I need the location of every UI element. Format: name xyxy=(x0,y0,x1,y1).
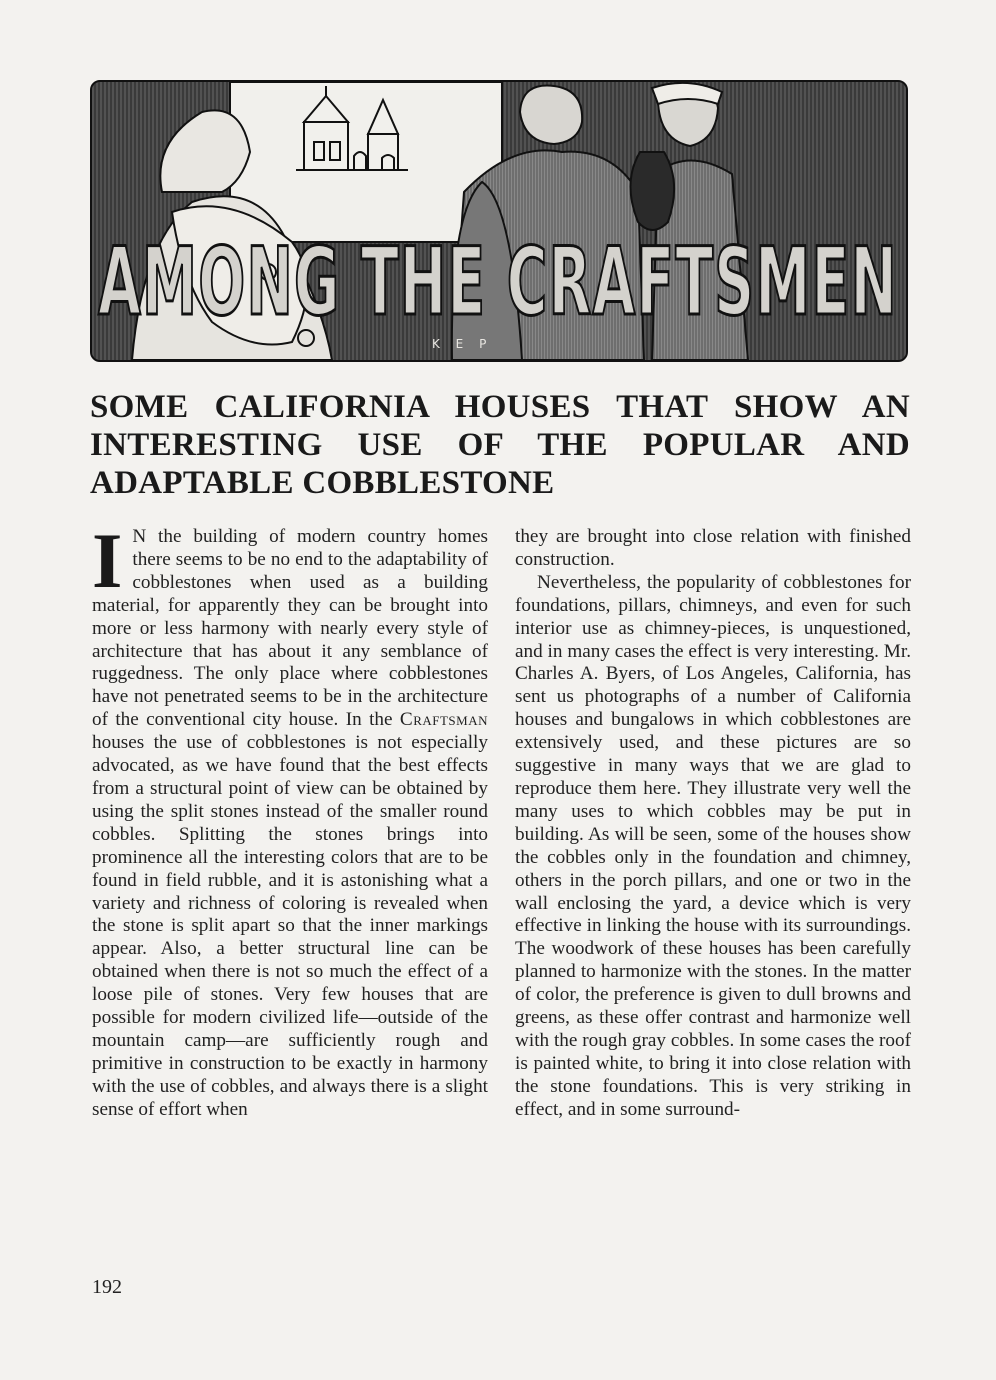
paragraph-1-body: houses the use of cobblestones is not especially advocated, as we have found that the best effects from a structural point of view can be obtained by using the split stones instead of the smaller round cobbles. Splitting the stones brings into prominence all the interesting colors that are to be found in field rubble, and it is astonishing what a variety and richness of coloring is revealed when the stone is split apart so that the inner markings appear. Also, a better structural line can be obtained when there is not so much the effect of a loose pile of stones. Very few houses that are possible for modern civilized life—outside of the mountain camp—are sufficiently rough and primitive in construction to be exactly in harmony with the use of cobbles, and always there is a slight sense of effort when xyxy=(92,732,488,1120)
masthead-title: AMONG THE CRAFTSMEN xyxy=(98,228,898,337)
paragraph-1-continued: they are brought into close relation with finished construction. xyxy=(515,526,911,570)
text-column-left xyxy=(92,517,488,1122)
artist-signature: K E P xyxy=(432,337,493,351)
paragraph-1 xyxy=(92,517,488,1122)
craftsman-small-caps: Craftsman xyxy=(399,709,488,731)
drop-cap: I xyxy=(92,517,123,604)
article-headline: SOME CALIFORNIA HOUSES THAT SHOW AN INTERESTING USE OF THE POPULAR AND ADAPTABLE COBBLESTONE xyxy=(90,389,910,501)
paragraph-1-opening: N the building of modern country homes there seems to be no end to the adaptability of cobblestones when used as a building material, for apparently they can be brought into more or less harmony with nearly every style of architecture that has about it any semblance of ruggedness. The only place where cobblestones have not penetrated seems to be in the architecture of the conventional city house. In the xyxy=(92,526,488,731)
page-number: 192 xyxy=(92,1276,122,1298)
masthead-artwork xyxy=(92,82,906,360)
text-column-right xyxy=(515,526,911,1122)
masthead-illustration xyxy=(90,80,908,362)
paragraph-2: Nevertheless, the popularity of cobblestones for foundations, pillars, chimneys, and even for such interior use as chimney-pieces, is unquestioned, and in many cases the effect is very interesting. Mr. Charles A. Byers, of Los Angeles, California, has sent us photographs of a number of California houses and bungalows in which cobblestones are extensively used, and these pictures are so suggestive in many ways that we are glad to reproduce them here. They illustrate very well the many uses to which cobbles may be put in building. As will be seen, some of the houses show the cobbles only in the foundation and chimney, others in the porch pillars, and one or two in the wall enclosing the yard, a device which is very effective in linking the house with its surroundings. The woodwork of these houses has been carefully planned to harmonize with the stones. In the matter of color, the preference is given to dull browns and greens, as these offer contrast and harmonize well with the rough gray cobbles. In some cases the roof is painted white, to bring it into close relation with the stone foundations. This is very striking in effect, and in some surround- xyxy=(515,571,911,1120)
